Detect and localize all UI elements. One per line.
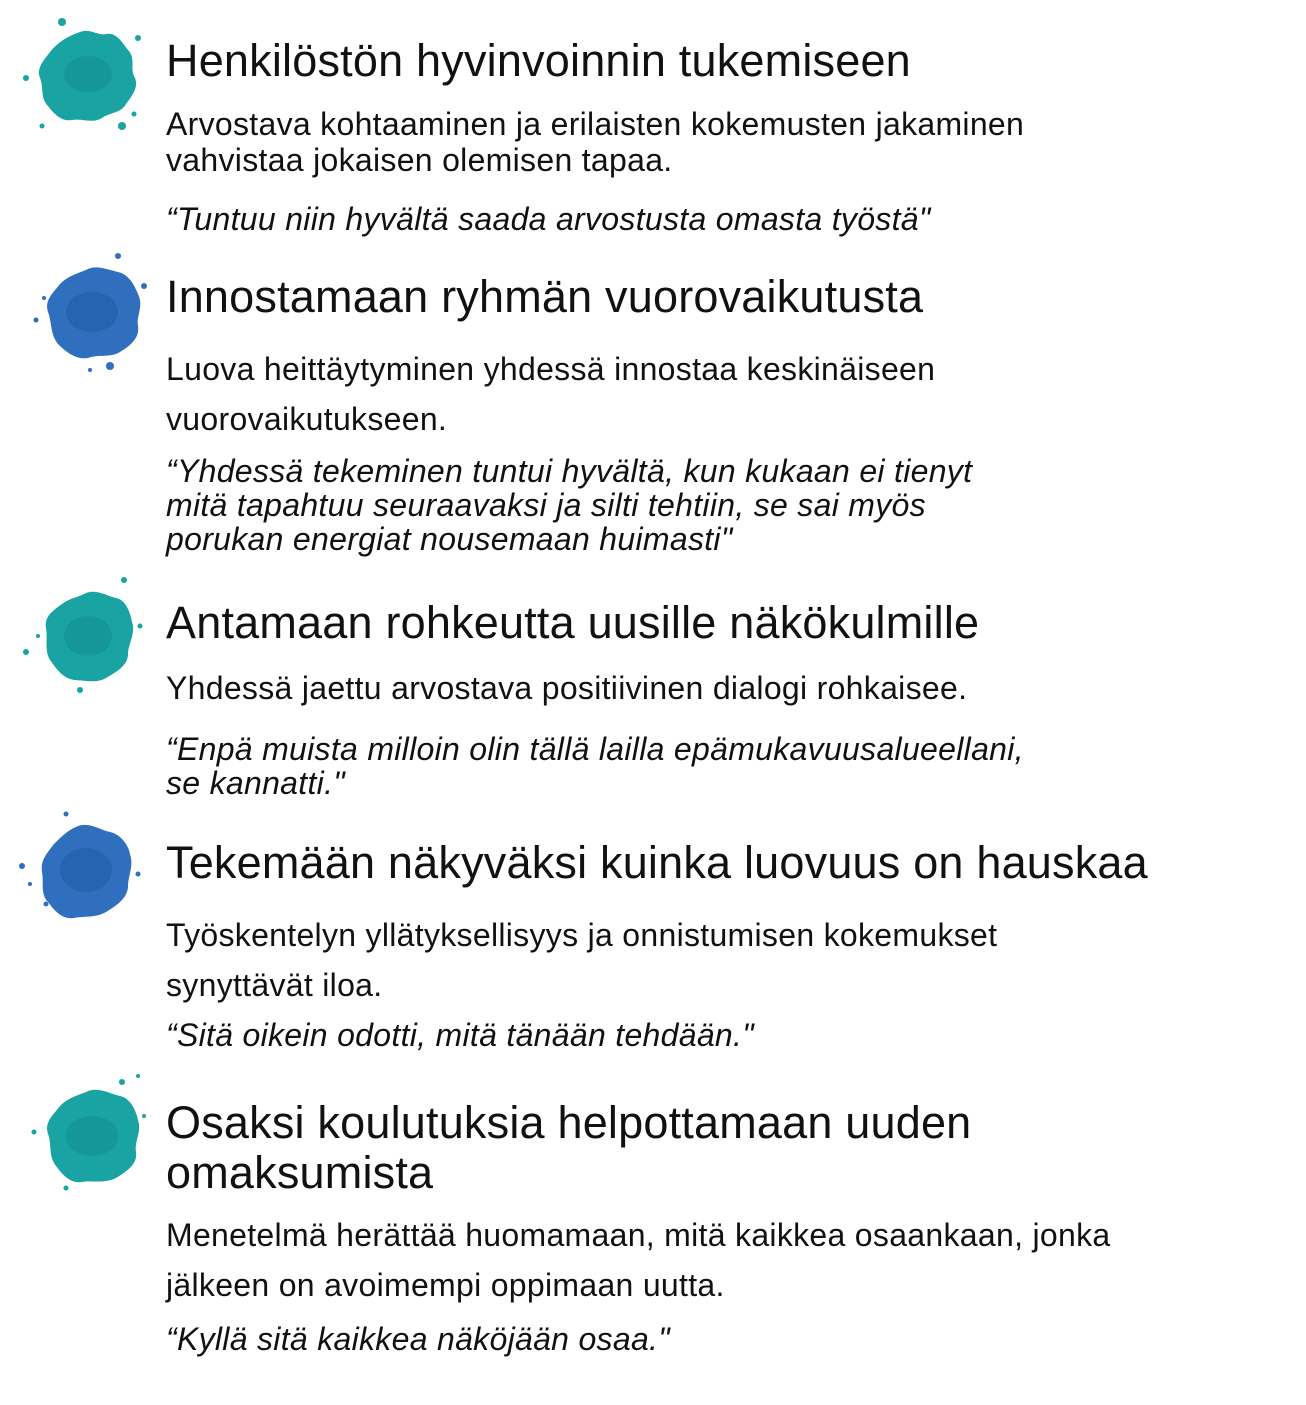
item-description-line: Työskentelyn yllätyksellisyys ja onnistumisen kokemukset — [166, 917, 998, 953]
item-quote — [166, 1322, 670, 1356]
item-quote-line: “Yhdessä tekeminen tuntui hyvältä, kun kukaan ei tienyt — [166, 453, 973, 489]
item-quote — [166, 202, 931, 236]
item-quote — [166, 732, 1024, 800]
blue-paint-splash-icon — [26, 250, 156, 380]
item-quote-line: “Enpä muista milloin olin tällä lailla epämukavuusalueellani, — [166, 731, 1024, 767]
item-title: Antamaan rohkeutta uusille näkökulmille — [166, 597, 980, 648]
item-title: Innostamaan ryhmän vuorovaikutusta — [166, 271, 924, 322]
item-title: Henkilöstön hyvinvoinnin tukemiseen — [166, 35, 911, 86]
item-description — [166, 106, 1024, 178]
item-quote-line: porukan energiat nousemaan huimasti" — [166, 521, 733, 557]
teal-paint-splash-icon — [20, 572, 150, 702]
item-title: Tekemään näkyväksi kuinka luovuus on hauskaa — [166, 837, 1148, 888]
teal-paint-splash-icon — [26, 1072, 156, 1202]
item-quote — [166, 454, 972, 556]
item-description — [166, 670, 967, 706]
item-description-line: jälkeen on avoimempi oppimaan uutta. — [166, 1267, 725, 1303]
item-description-line: vahvistaa jokaisen olemisen tapaa. — [166, 142, 673, 178]
item-quote-line: “Tuntuu niin hyvältä saada arvostusta omasta työstä" — [166, 201, 931, 237]
item-quote-line: se kannatti." — [166, 765, 345, 801]
item-description-line: Menetelmä herättää huomamaan, mitä kaikkea osaankaan, jonka — [166, 1217, 1111, 1253]
item-description-line: synyttävät iloa. — [166, 967, 383, 1003]
item-description — [166, 1210, 1110, 1310]
item-title-line: Osaksi koulutuksia helpottamaan uuden — [166, 1097, 972, 1148]
item-quote-line: mitä tapahtuu seuraavaksi ja silti tehtiin, se sai myös — [166, 487, 926, 523]
item-description-line: Arvostava kohtaaminen ja erilaisten kokemusten jakaminen — [166, 106, 1025, 142]
teal-paint-splash-icon — [18, 14, 148, 144]
item-description — [166, 910, 997, 1010]
item-description — [166, 344, 935, 444]
blue-paint-splash-icon — [16, 808, 146, 938]
item-description-line: Luova heittäytyminen yhdessä innostaa keskinäiseen — [166, 351, 936, 387]
item-description-line: Yhdessä jaettu arvostava positiivinen dialogi rohkaisee. — [166, 670, 968, 706]
item-description-line: vuorovaikutukseen. — [166, 401, 448, 437]
item-title — [166, 1098, 971, 1198]
item-quote-line: “Sitä oikein odotti, mitä tänään tehdään." — [166, 1017, 754, 1053]
item-quote-line: “Kyllä sitä kaikkea näköjään osaa." — [166, 1321, 670, 1357]
item-quote — [166, 1018, 754, 1052]
item-title-line: omaksumista — [166, 1147, 434, 1198]
